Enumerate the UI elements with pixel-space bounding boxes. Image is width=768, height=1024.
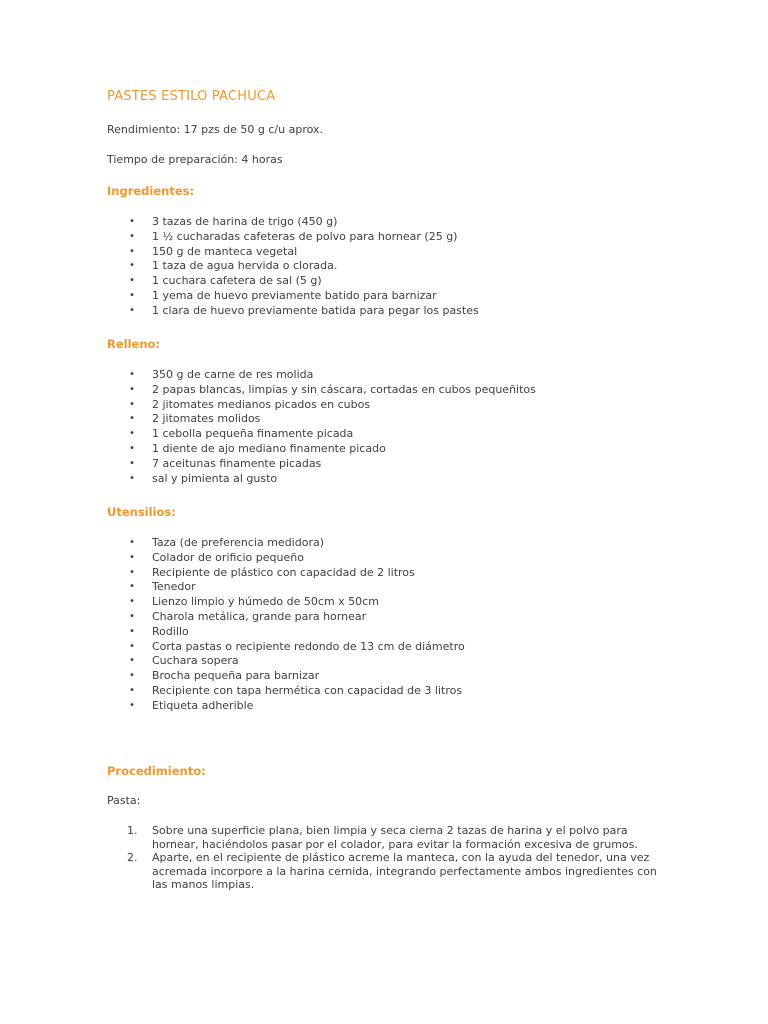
list-item-text: 1 taza de agua hervida o clorada. <box>152 259 338 273</box>
list-item <box>107 580 465 595</box>
bullet-icon: • <box>129 442 135 454</box>
list-item-text: Recipiente de plástico con capacidad de 2 litros <box>152 565 415 579</box>
list-item <box>107 536 465 551</box>
ingredients-heading: Ingredientes: <box>107 184 195 198</box>
list-item-text: Colador de orificio pequeño <box>152 550 304 564</box>
procedure-steps <box>107 824 667 892</box>
bullet-icon: • <box>129 684 135 696</box>
list-item-text: 2 papas blancas, limpias y sin cáscara, cortadas en cubos pequeñitos <box>152 382 536 396</box>
ingredients-list <box>107 215 479 319</box>
list-item <box>107 654 465 669</box>
list-item <box>107 274 479 289</box>
list-item <box>107 230 479 245</box>
utensils-heading: Utensilios: <box>107 505 176 519</box>
list-item-text: Recipiente con tapa hermética con capacidad de 3 litros <box>152 683 463 697</box>
list-item-text: 2 jitomates medianos picados en cubos <box>152 397 371 411</box>
bullet-icon: • <box>129 640 135 652</box>
list-item <box>107 442 536 457</box>
list-item <box>107 610 465 625</box>
list-item-text: 7 aceitunas finamente picadas <box>152 456 322 470</box>
list-item <box>107 245 479 260</box>
list-item-text: Tenedor <box>152 580 196 594</box>
list-item-text: 3 tazas de harina de trigo (450 g) <box>152 215 338 228</box>
bullet-icon: • <box>129 566 135 578</box>
procedure-subheading: Pasta: <box>107 794 141 807</box>
list-item <box>107 289 479 304</box>
list-item <box>107 640 465 655</box>
list-item-text: 1 yema de huevo previamente batido para barnizar <box>152 288 437 302</box>
bullet-icon: • <box>129 472 135 484</box>
list-item <box>107 457 536 472</box>
list-item <box>107 699 465 714</box>
step-text: Aparte, en el recipiente de plástico acreme la manteca, con la ayuda del tenedor, una vez acremada incorpore a la harina cernida, integrando perfectamente ambos ingredientes con las manos limpias. <box>152 851 657 891</box>
bullet-icon: • <box>129 260 135 272</box>
list-item <box>107 304 479 319</box>
bullet-icon: • <box>129 275 135 287</box>
list-item <box>107 625 465 640</box>
list-item <box>107 259 479 274</box>
bullet-icon: • <box>129 428 135 440</box>
list-item <box>107 551 465 566</box>
bullet-icon: • <box>129 625 135 637</box>
list-item <box>107 595 465 610</box>
utensils-list <box>107 536 465 714</box>
bullet-icon: • <box>129 670 135 682</box>
recipe-title: PASTES ESTILO PACHUCA <box>107 89 276 104</box>
list-item <box>107 566 465 581</box>
bullet-icon: • <box>129 699 135 711</box>
filling-list <box>107 368 536 486</box>
bullet-icon: • <box>129 551 135 563</box>
step-number: 2. <box>127 851 138 864</box>
bullet-icon: • <box>129 610 135 622</box>
bullet-icon: • <box>129 304 135 316</box>
list-item-text: 1 cuchara cafetera de sal (5 g) <box>152 274 322 288</box>
list-item-text: Charola metálica, grande para hornear <box>152 609 367 623</box>
procedure-heading: Procedimiento: <box>107 764 206 778</box>
list-item-text: sal y pimienta al gusto <box>152 471 278 485</box>
list-item-text: 1 diente de ajo mediano finamente picado <box>152 441 386 455</box>
list-item <box>107 368 536 383</box>
bullet-icon: • <box>129 230 135 242</box>
list-item-text: Rodillo <box>152 624 189 638</box>
list-item-text: Brocha pequeña para barnizar <box>152 669 320 683</box>
bullet-icon: • <box>129 383 135 395</box>
bullet-icon: • <box>129 216 135 227</box>
bullet-icon: • <box>129 413 135 425</box>
procedure-step <box>107 851 667 892</box>
list-item-text: 2 jitomates molidos <box>152 412 261 426</box>
list-item-text: 1 cebolla pequeña finamente picada <box>152 427 354 441</box>
list-item-text: Etiqueta adherible <box>152 698 254 712</box>
bullet-icon: • <box>129 369 135 380</box>
list-item <box>107 215 479 230</box>
list-item-text: 1 clara de huevo previamente batida para pegar los pastes <box>152 303 479 317</box>
bullet-icon: • <box>129 537 135 548</box>
step-number: 1. <box>127 824 138 837</box>
list-item-text: Taza (de preferencia medidora) <box>152 536 325 549</box>
bullet-icon: • <box>129 655 135 667</box>
bullet-icon: • <box>129 245 135 257</box>
list-item <box>107 383 536 398</box>
bullet-icon: • <box>129 581 135 593</box>
recipe-yield: Rendimiento: 17 pzs de 50 g c/u aprox. <box>107 123 324 136</box>
list-item-text: 350 g de carne de res molida <box>152 368 314 381</box>
bullet-icon: • <box>129 457 135 469</box>
list-item-text: 1 ½ cucharadas cafeteras de polvo para hornear (25 g) <box>152 229 458 243</box>
list-item <box>107 427 536 442</box>
list-item-text: Corta pastas o recipiente redondo de 13 cm de diámetro <box>152 639 465 653</box>
list-item <box>107 472 536 487</box>
step-text: Sobre una superficie plana, bien limpia y seca cierna 2 tazas de harina y el polvo para hornear, haciéndolos pasar por el colador, para evitar la formación excesiva de grumos. <box>152 824 638 851</box>
recipe-prep-time: Tiempo de preparación: 4 horas <box>107 153 283 166</box>
bullet-icon: • <box>129 596 135 608</box>
procedure-step <box>107 824 667 851</box>
bullet-icon: • <box>129 289 135 301</box>
list-item <box>107 669 465 684</box>
list-item-text: 150 g de manteca vegetal <box>152 244 298 258</box>
filling-heading: Relleno: <box>107 337 161 351</box>
list-item <box>107 684 465 699</box>
list-item <box>107 412 536 427</box>
list-item <box>107 398 536 413</box>
list-item-text: Lienzo limpio y húmedo de 50cm x 50cm <box>152 595 379 609</box>
bullet-icon: • <box>129 398 135 410</box>
list-item-text: Cuchara sopera <box>152 654 239 668</box>
